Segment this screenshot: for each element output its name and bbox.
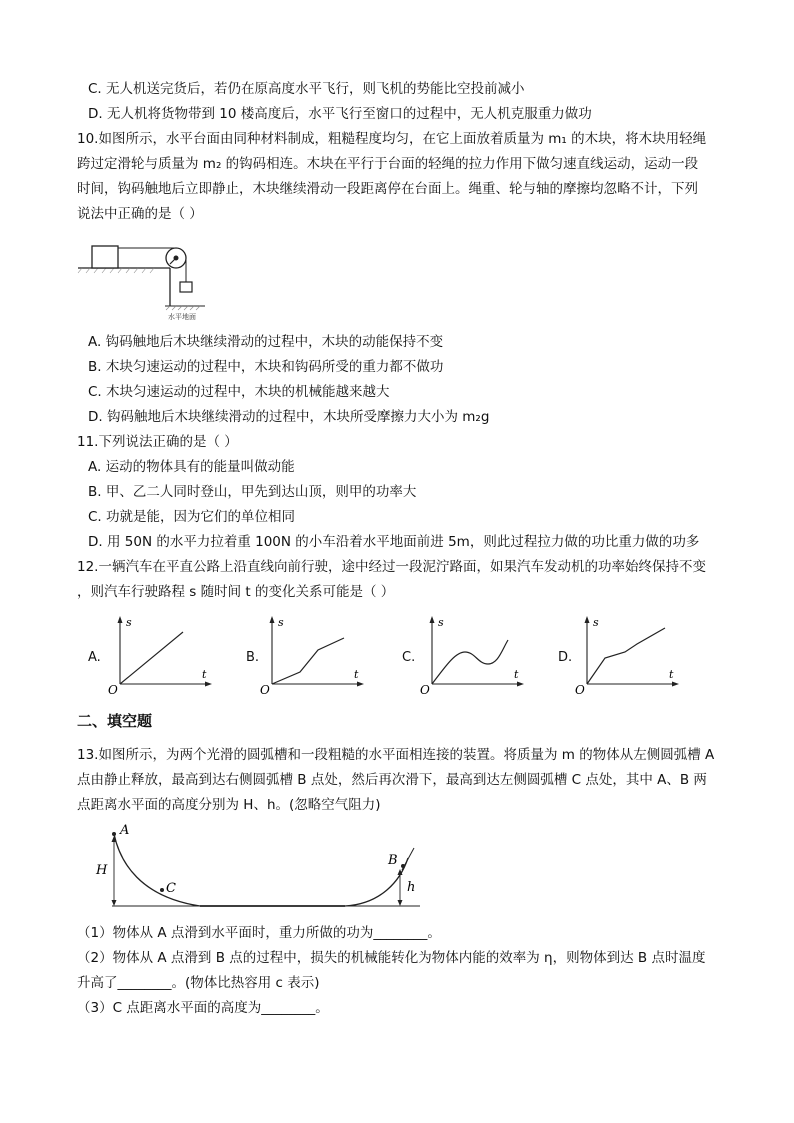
q13-sub3: （3）C 点距离水平面的高度为________。 xyxy=(77,1000,329,1016)
q9-option-c: C. 无人机送完货后，若仍在原高度水平飞行，则飞机的势能比空投前减小 xyxy=(88,81,525,97)
graph-c-curve xyxy=(432,640,508,684)
graph-c-label: C. xyxy=(402,650,416,665)
wood-block xyxy=(92,246,118,268)
q10-option-b: B. 木块匀速运动的过程中，木块和钩码所受的重力都不做功 xyxy=(88,359,444,375)
graph-b-curve xyxy=(272,638,344,684)
svg-text:O: O xyxy=(260,683,270,697)
svg-text:O: O xyxy=(575,683,585,697)
q10-stem-line2: 跨过定滑轮与质量为 m₂ 的钩码相连。木块在平行于台面的轻绳的拉力作用下做匀速直线运动，运动一段 xyxy=(77,156,699,172)
q11-option-c: C. 功就是能，因为它们的单位相同 xyxy=(88,509,296,525)
svg-text:O: O xyxy=(420,683,430,697)
q10-pulley-figure xyxy=(70,238,220,323)
graph-d-label: D. xyxy=(558,650,573,665)
section-title: 二、填空题 xyxy=(77,712,153,730)
q10-stem-line1: 10.如图所示，水平台面由同种材料制成，粗糙程度均匀，在它上面放着质量为 m₁ 的木块，将木块用轻绳 xyxy=(77,131,707,147)
graph-c xyxy=(420,612,530,697)
graph-a-curve xyxy=(120,632,183,684)
q13-sub1: （1）物体从 A 点滑到水平面时，重力所做的功为________。 xyxy=(77,925,441,941)
q11-option-a: A. 运动的物体具有的能量叫做动能 xyxy=(88,459,295,475)
graph-a-label: A. xyxy=(88,650,101,665)
graph-d xyxy=(575,612,685,697)
svg-text:A: A xyxy=(120,823,130,838)
svg-text:s: s xyxy=(593,616,599,629)
q11-option-d: D. 用 50N 的水平力拉着重 100N 的小车沿着水平地面前进 5m，则此过程拉力做的功比重力做的功多 xyxy=(88,534,700,550)
svg-text:s: s xyxy=(278,616,284,629)
q13-stem-line3: 点距离水平面的高度分别为 H、h。(忽略空气阻力) xyxy=(77,797,381,813)
graph-a xyxy=(108,612,218,697)
svg-text:h: h xyxy=(407,880,416,895)
floor-label: 水平地面 xyxy=(168,313,196,321)
svg-text:t: t xyxy=(202,668,207,681)
left-arc xyxy=(114,834,200,906)
q10-stem-line4: 说法中正确的是（ ） xyxy=(77,206,203,222)
svg-text:s: s xyxy=(438,616,444,629)
q13-sub2-line2: 升高了________。(物体比热容用 c 表示) xyxy=(77,975,320,991)
q13-stem-line2: 点由静止释放，最高到达右侧圆弧槽 B 点处，然后再次滑下，最高到达左侧圆弧槽 C 点处，其中 A、B 两 xyxy=(77,772,707,788)
svg-text:H: H xyxy=(96,863,108,878)
q11-stem: 11.下列说法正确的是（ ） xyxy=(77,434,238,450)
svg-text:t: t xyxy=(514,668,519,681)
q11-option-b: B. 甲、乙二人同时登山，甲先到达山顶，则甲的功率大 xyxy=(88,484,417,500)
svg-text:C: C xyxy=(166,881,176,896)
svg-text:B: B xyxy=(388,853,398,868)
q12-stem-line1: 12.一辆汽车在平直公路上沿直线向前行驶，途中经过一段泥泞路面，如果汽车发动机的功率始终保持不变 xyxy=(77,559,706,575)
svg-text:s: s xyxy=(126,616,132,629)
q13-stem-line1: 13.如图所示，为两个光滑的圆弧槽和一段粗糙的水平面相连接的装置。将质量为 m 的物体从左侧圆弧槽 A xyxy=(77,747,715,763)
graph-b xyxy=(260,612,370,697)
q10-option-d: D. 钩码触地后木块继续滑动的过程中，木块所受摩擦力大小为 m₂g xyxy=(88,409,490,425)
q13-arc-track-figure xyxy=(90,822,430,914)
q10-stem-line3: 时间，钩码触地后立即静止，木块继续滑动一段距离停在台面上。绳重、轮与轴的摩擦均忽略不计，下列 xyxy=(77,181,698,197)
q10-option-c: C. 木块匀速运动的过程中，木块的机械能越来越大 xyxy=(88,384,390,400)
graph-b-label: B. xyxy=(246,650,260,665)
graph-d-curve xyxy=(587,628,665,684)
q10-option-a: A. 钩码触地后木块继续滑动的过程中，木块的动能保持不变 xyxy=(88,334,444,350)
q12-stem-line2: ，则汽车行驶路程 s 随时间 t 的变化关系可能是（ ） xyxy=(77,584,395,600)
q13-sub2-line1: （2）物体从 A 点滑到 B 点的过程中，损失的机械能转化为物体内能的效率为 η，则物体到达 B 点时温度 xyxy=(77,950,706,966)
svg-text:t: t xyxy=(354,668,359,681)
svg-text:O: O xyxy=(108,683,118,697)
q9-option-d: D. 无人机将货物带到 10 楼高度后，水平飞行至窗口的过程中，无人机克服重力做功 xyxy=(88,106,592,122)
svg-text:t: t xyxy=(669,668,674,681)
hook-weight xyxy=(180,282,192,292)
right-arc xyxy=(345,858,408,906)
